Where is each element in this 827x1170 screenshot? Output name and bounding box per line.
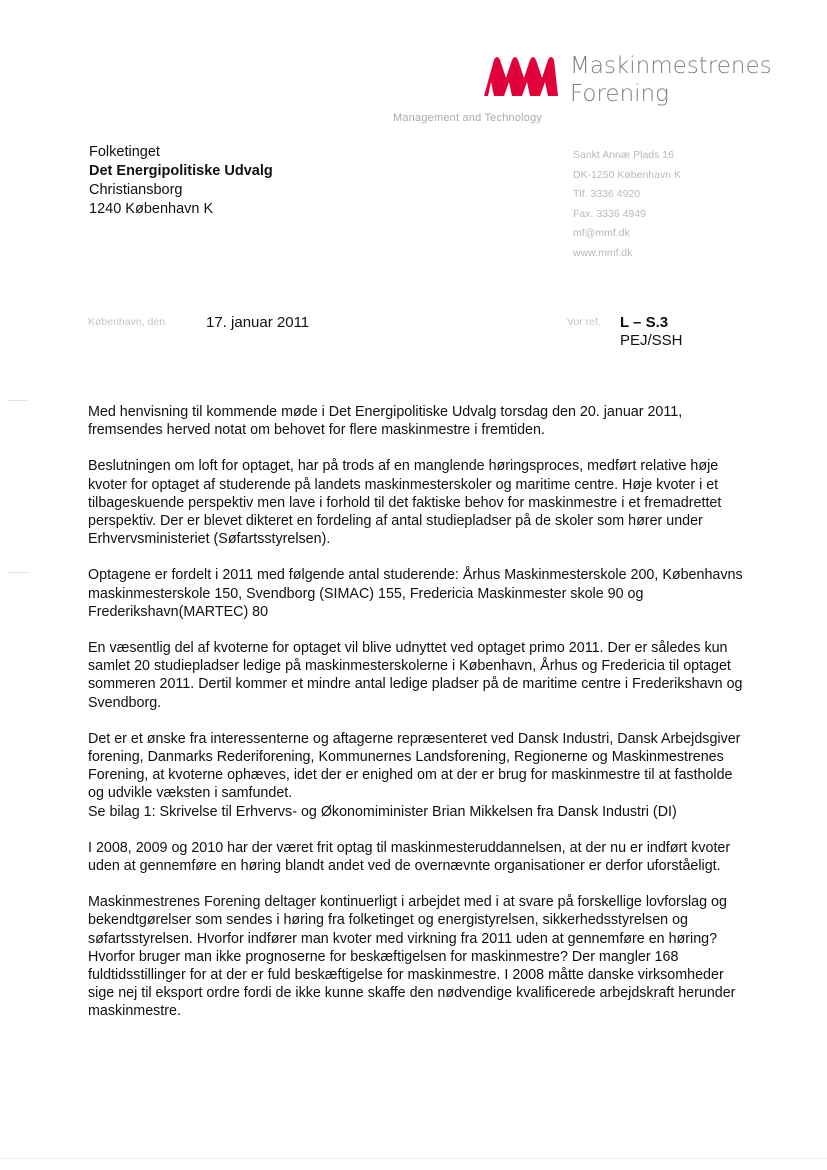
recipient-line1: Folketinget xyxy=(89,144,160,160)
reference-line2: PEJ/SSH xyxy=(620,332,683,349)
sender-phone: Tlf. 3336 4920 xyxy=(573,188,641,200)
sender-email: mf@mmf.dk xyxy=(573,227,630,239)
sender-web: www.mmf.dk xyxy=(573,246,633,259)
reference-line1: L – S.3 xyxy=(620,314,669,331)
body-paragraph-5: Det er et ønske fra interessenterne og aftagerne repræsenteret ved Dansk Industri, Dansk Arbejdsgiver forening, Danmarks Rederiforening, Kommunernes Landsforening, Regionerne og Maskinmestrenes Forening, at kvoterne ophæves, idet der er enighed om at der er brug for maskinmestre til at fastholde og udvikle væksten i samfundet. xyxy=(88,730,741,802)
date-value: 17. januar 2011 xyxy=(206,314,310,331)
fold-mark xyxy=(8,572,28,573)
reference-values xyxy=(620,314,683,350)
recipient-line3: Christiansborg xyxy=(89,182,183,198)
recipient-line4: 1240 København K xyxy=(89,201,214,217)
logo-mark-icon xyxy=(480,52,560,98)
sender-postal: DK-1250 København K xyxy=(573,168,681,181)
fold-mark xyxy=(8,400,28,401)
logo-name-line1: Maskinmestrenes xyxy=(570,53,772,79)
logo xyxy=(480,47,780,107)
logo-tagline: Management and Technology xyxy=(393,112,543,124)
body-paragraph-6: I 2008, 2009 og 2010 har der været frit optag til maskinmesteruddannelsen, at der nu er indført kvoter uden at gennemføre en høring blandt andet ved de overnævnte organisationer er derfor uforståeligt. xyxy=(88,839,731,875)
sender-address xyxy=(573,146,681,263)
body-paragraph-5b: Se bilag 1: Skrivelse til Erhvervs- og Økonomiminister Brian Mikkelsen fra Dansk Industri (DI) xyxy=(88,803,677,820)
recipient-line2: Det Energipolitiske Udvalg xyxy=(89,163,273,179)
body-paragraph-2: Beslutningen om loft for optaget, har på trods af en manglende høringsproces, medført relative høje kvoter for optaget af studerende på landets maskinmesterskoler og maritime centre. Høje kvoter i et tilbageskuende perspektiv men lave i forhold til det faktiske behov for maskinmestre i et fremadrettet perspektiv. Der er blevet dikteret en fordeling af antal studiepladser på de skoler som hører under Erhvervsministeriet (Søfartsstyrelsen). xyxy=(88,458,722,548)
reference-label: Vor ref. xyxy=(567,316,601,328)
body-paragraph-4: En væsentlig del af kvoterne for optaget vil blive udnyttet ved optaget primo 2011. Der er således kun samlet 20 studiepladser ledige på maskinmesterskolerne i København, Århus og Fredericia til optaget sommeren 2011. Dertil kommer et mindre antal ledige pladser på de maritime centre i Frederikshavn og Svendborg. xyxy=(88,640,743,711)
body-paragraph-7: Maskinmestrenes Forening deltager kontinuerligt i arbejdet med i at svare på forskellige lovforslag og bekendtgørelser som sendes i høring fra folketinget og energistyrelsen, sikkerhedsstyrelsen og søfartsstyrelsen. Hvorfor indfører man kvoter med virkning fra 2011 uden at gennemføre en høring? Hvorfor bruger man ikke prognoserne for beskæftigelsen for maskinmestre? Der mangler 168 fuldtidsstillinger for at der er fuld beskæftigelse for maskinmestre. I 2008 måtte danske virksomheder sige nej til eksport ordre fordi de ikke kunne skaffe den nødvendige kvalificerede arbejdskraft herunder maskinmestre. xyxy=(88,894,736,1020)
sender-street: Sankt Annæ Plads 16 xyxy=(573,149,674,161)
date-label: København, den xyxy=(88,316,166,328)
logo-name-line2: Forening xyxy=(570,81,669,107)
body-paragraph-1: Med henvisning til kommende møde i Det Energipolitiske Udvalg torsdag den 20. januar 2011, fremsendes herved notat om behovet for flere maskinmestre i fremtiden. xyxy=(88,404,683,439)
logo-wordmark xyxy=(570,52,772,108)
letter-body xyxy=(88,403,748,1039)
body-paragraph-3: Optagene er fordelt i 2011 med følgende antal studerende: Århus Maskinmesterskole 200, Københavns maskinmesterskole 150, Svendborg (SIMAC) 155, Fredericia Maskinmester skole 90 og Frederikshavn(MARTEC) 80 xyxy=(88,567,743,620)
recipient-address xyxy=(89,143,273,219)
page-bottom-edge xyxy=(0,1158,827,1159)
sender-fax: Fax. 3336 4949 xyxy=(573,207,646,220)
